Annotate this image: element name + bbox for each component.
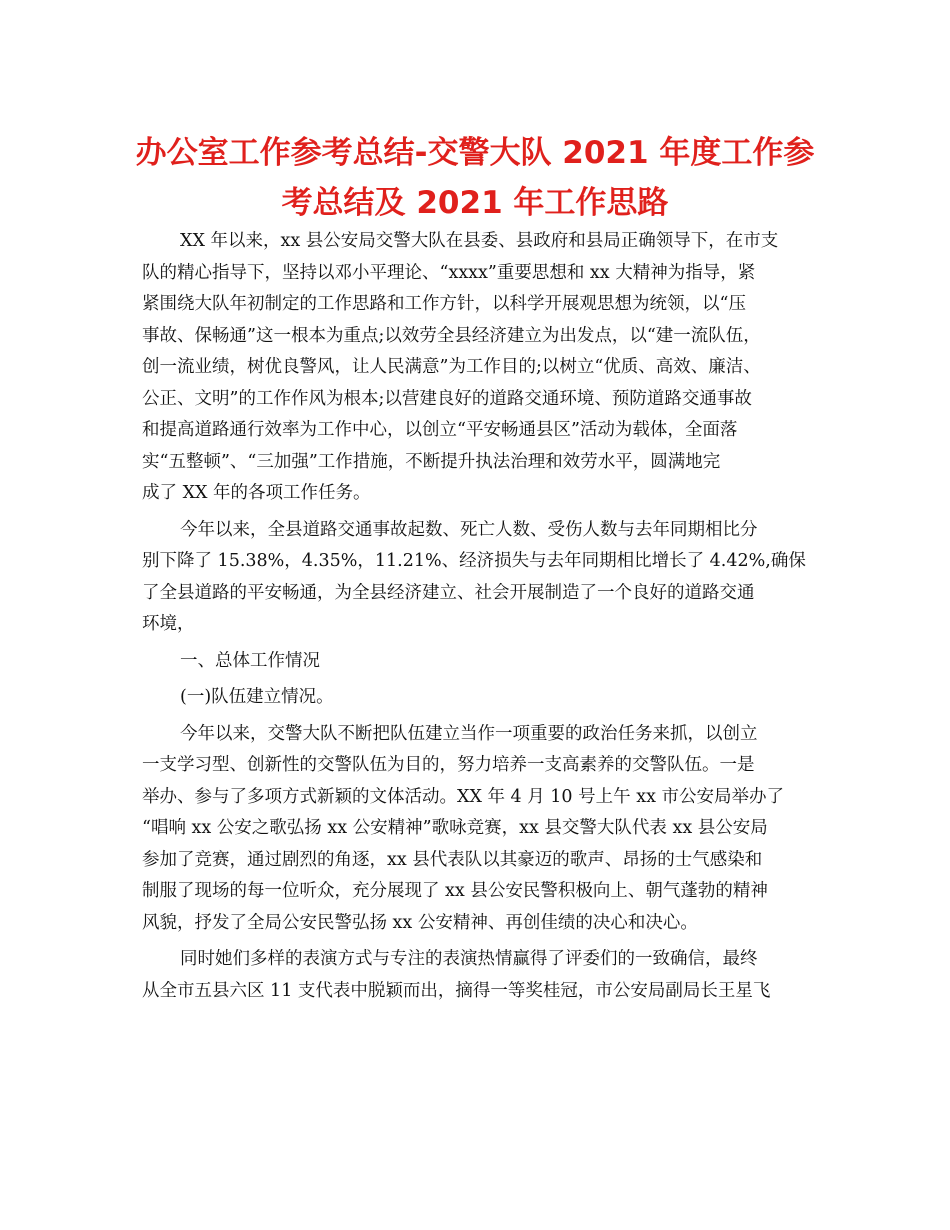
title-line: 办公室工作参考总结-交警大队 2021 年度工作参	[135, 135, 815, 171]
text-line: 公正、文明”的工作作风为根本;以营建良好的道路交通环境、预防道路交通事故	[142, 388, 752, 409]
text-line: 今年以来，全县道路交通事故起数、死亡人数、受伤人数与去年同期相比分	[180, 519, 758, 540]
text-line: 队的精心指导下，坚持以邓小平理论、“xxxx”重要思想和 xx 大精神为指导，紧	[142, 262, 756, 283]
text-line: (一)队伍建立情况。	[180, 687, 334, 707]
text-line: 了全县道路的平安畅通，为全县经济建立、社会开展制造了一个良好的道路交通	[142, 582, 755, 603]
text-line: 风貌，抒发了全局公安民警弘扬 xx 公安精神、再创佳绩的决心和决心。	[142, 912, 698, 933]
paragraph	[142, 226, 807, 510]
paragraph	[142, 944, 807, 1007]
text-line: 成了 XX 年的各项工作任务。	[142, 483, 371, 503]
text-line: 和提高道路通行效率为工作中心，以创立“平安畅通县区”活动为载体，全面落	[142, 420, 738, 440]
text-line: 参加了竞赛，通过剧烈的角逐，xx 县代表队以其豪迈的歌声、昂扬的士气感染和	[142, 849, 763, 870]
text-line: 事故、保畅通”这一根本为重点;以效劳全县经济建立为出发点，以“建一流队伍，	[142, 325, 761, 346]
document-body	[142, 226, 807, 1007]
text-line: 今年以来，交警大队不断把队伍建立当作一项重要的政治任务来抓，以创立	[180, 723, 758, 744]
subsection-heading	[142, 682, 807, 714]
document-title	[120, 128, 830, 228]
paragraph	[142, 719, 807, 940]
text-line: 创一流业绩，树优良警风，让人民满意”为工作目的;以树立“优质、高效、廉洁、	[142, 357, 761, 377]
paragraph	[142, 515, 807, 641]
text-line: 同时她们多样的表演方式与专注的表演热情赢得了评委们的一致确信，最终	[180, 949, 758, 969]
text-line: “唱响 xx 公安之歌弘扬 xx 公安精神”歌咏竞赛，xx 县交警大队代表 xx 县公安局	[142, 818, 768, 838]
text-line: XX 年以来，xx 县公安局交警大队在县委、县政府和县局正确领导下，在市支	[180, 231, 779, 251]
text-line: 紧围绕大队年初制定的工作思路和工作方针，以科学开展观思想为统领，以“压	[142, 294, 746, 314]
title-line: 考总结及 2021 年工作思路	[281, 185, 669, 221]
text-line: 一、总体工作情况	[180, 650, 320, 671]
text-line: 从全市五县六区 11 支代表中脱颖而出，摘得一等奖桂冠，市公安局副局长王星飞	[142, 980, 771, 1001]
text-line: 别下降了 15.38%，4.35%，11.21%、经济损失与去年同期相比增长了 4.42%,确保	[142, 551, 806, 571]
text-line: 制服了现场的每一位听众，充分展现了 xx 县公安民警积极向上、朝气蓬勃的精神	[142, 881, 768, 901]
section-heading	[142, 646, 807, 678]
text-line: 环境，	[142, 614, 195, 634]
text-line: 实“五整顿”、“三加强”工作措施，不断提升执法治理和效劳水平，圆满地完	[142, 451, 721, 472]
text-line: 举办、参与了多项方式新颖的文体活动。XX 年 4 月 10 号上午 xx 市公安局举办了	[142, 786, 784, 807]
text-line: 一支学习型、创新性的交警队伍为目的，努力培养一支高素养的交警队伍。一是	[142, 755, 755, 775]
